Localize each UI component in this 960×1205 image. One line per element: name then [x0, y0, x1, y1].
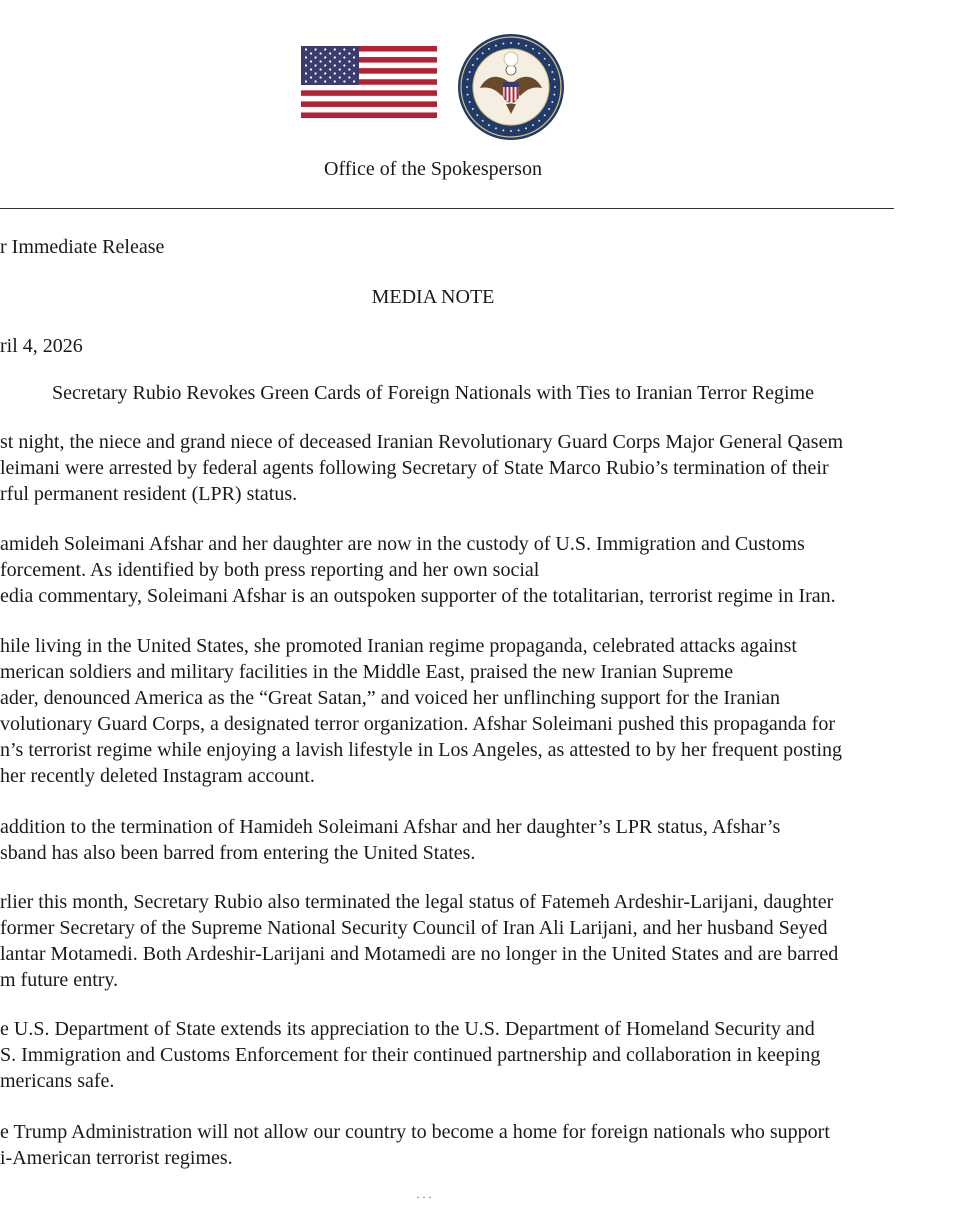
paragraph-3: hile living in the United States, she promoted Iranian regime propaganda, celebrated attacks against merican soldiers and military facilities in the Middle East, praised the new Iranian Supreme ader, denounced America as the “Great Satan,” and voiced her unflinching support for the Iranian volutionary Guard Corps, a designated terror organization. Afshar Soleimani pushed this propaganda for n’s terrorist regime while enjoying a lavish lifestyle in Los Angeles, as attested to by her frequent posting her recently deleted Instagram account.: [0, 635, 843, 787]
header-divider: [0, 208, 894, 209]
paragraph-2: amideh Soleimani Afshar and her daughter are now in the custody of U.S. Immigration and Customs forcement. As identified by both press reporting and her own social edia commentary, Soleimani Afshar is an outspoken supporter of the totalitarian, terrorist regime in Iran.: [0, 533, 836, 607]
headline: Secretary Rubio Revokes Green Cards of Foreign Nationals with Ties to Iranian Terror Regime: [52, 382, 814, 404]
paragraph-7: e Trump Administration will not allow our country to become a home for foreign nationals who support i-American terrorist regimes.: [0, 1121, 830, 1169]
media-note-heading: MEDIA NOTE: [371, 286, 495, 308]
paragraph-6: e U.S. Department of State extends its appreciation to the U.S. Department of Homeland Security and S. Immigration and Customs Enforcement for their continued partnership and collaboration in keeping mericans safe.: [0, 1018, 821, 1092]
release-date: ril 4, 2026: [0, 335, 83, 357]
paragraph-4: addition to the termination of Hamideh Soleimani Afshar and her daughter’s LPR status, Afshar’s sband has also been barred from entering the United States.: [0, 816, 781, 864]
department-of-state-seal-icon: [456, 32, 566, 142]
office-title: Office of the Spokesperson: [324, 158, 542, 180]
release-line: r Immediate Release: [0, 236, 165, 258]
page-footer-mark: ···: [416, 1190, 434, 1204]
paragraph-5: rlier this month, Secretary Rubio also terminated the legal status of Fatemeh Ardeshir-Larijani, daughter former Secretary of the Supreme National Security Council of Iran Ali Larijani, and her husband Seyed lantar Motamedi. Both Ardeshir-Larijani and Motamedi are no longer in the United States and are barred m future entry.: [0, 891, 839, 991]
paragraph-1: st night, the niece and grand niece of deceased Iranian Revolutionary Guard Corps Major General Qasem leimani were arrested by federal agents following Secretary of State Marco Rubio’s termination of their rful permanent resident (LPR) status.: [0, 431, 844, 505]
us-flag-icon: [301, 46, 437, 118]
